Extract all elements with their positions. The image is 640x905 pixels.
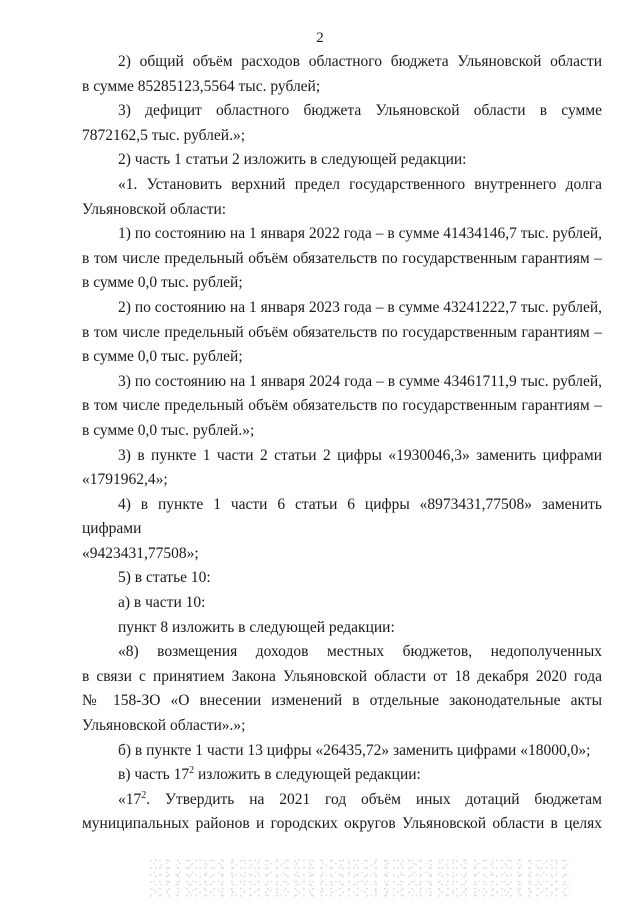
text-line: «1. Установить верхний предел государственного внутреннего долга xyxy=(118,175,602,193)
text-line: 2) общий объём расходов областного бюджета Ульяновской области xyxy=(118,53,602,70)
text-line: 4) в пункте 1 части 6 статьи 6 цифры «8973431,77508» заменить цифрами xyxy=(82,495,602,538)
text-line: в том числе предельный объём обязательств по государственным гарантиям – xyxy=(82,323,602,341)
text-line: а) в части 10: xyxy=(118,594,206,612)
text-line xyxy=(82,763,602,788)
paragraph-part1-article2 xyxy=(82,148,602,173)
document-body xyxy=(82,50,602,837)
text-fragment: . Утвердить на 2021 год объём иных дотаций бюджетам xyxy=(146,790,602,808)
page-number: 2 xyxy=(316,30,324,46)
scan-noise xyxy=(150,858,570,898)
paragraph-debt-2022 xyxy=(82,222,602,296)
text-line: в том числе предельный объём обязательств по государственным гарантиям – xyxy=(82,249,602,267)
text-line: б) в пункте 1 части 13 цифры «26435,72» заменить цифрами «18000,0»; xyxy=(118,741,591,759)
paragraph-deficit xyxy=(82,99,602,148)
text-line: в сумме 0,0 тыс. рублей; xyxy=(82,274,243,292)
text-line: 3) дефицит областного бюджета Ульяновской области в сумме xyxy=(118,102,602,120)
paragraph-item5 xyxy=(82,566,602,591)
text-line: 1) по состоянию на 1 января 2022 года – в сумме 41434146,7 тыс. рублей, xyxy=(118,225,602,243)
text-fragment: изложить в следующей редакции: xyxy=(194,766,421,784)
text-line: пункт 8 изложить в следующей редакции: xyxy=(118,618,395,636)
paragraph-debt-2024 xyxy=(82,370,602,444)
text-line: № 158-ЗО «О внесении изменений в отдельные законодательные акты xyxy=(82,692,602,710)
paragraph-point8 xyxy=(82,616,602,641)
text-line: муниципальных районов и городских округов Ульяновской области в целях xyxy=(82,815,602,833)
text-line: 7872162,5 тыс. рублей.»; xyxy=(82,126,245,144)
paragraph-item5b xyxy=(82,739,602,764)
paragraph-debt-2023 xyxy=(82,296,602,370)
paragraph-item5a xyxy=(82,591,602,616)
text-fragment: «17 xyxy=(118,790,142,808)
text-line: 2) по состоянию на 1 января 2023 года – в сумме 43241222,7 тыс. рублей, xyxy=(118,298,602,316)
text-line: Ульяновской области».»; xyxy=(82,717,246,735)
text-line: в связи с принятием Закона Ульяновской области от 18 декабря 2020 года xyxy=(82,667,602,685)
text-line: в сумме 0,0 тыс. рублей.»; xyxy=(82,421,255,439)
text-line: «8) возмещения доходов местных бюджетов, недополученных xyxy=(118,643,602,661)
text-line: в сумме 85285123,5564 тыс. рублей; xyxy=(82,77,321,95)
text-line: 3) в пункте 1 части 2 статьи 2 цифры «1930046,3» заменить цифрами xyxy=(118,446,602,464)
text-line: 5) в статье 10: xyxy=(118,569,211,587)
text-line: 2) часть 1 статьи 2 изложить в следующей редакции: xyxy=(118,151,467,169)
text-line: «9423431,77508»; xyxy=(82,544,199,562)
paragraph-item5v xyxy=(82,763,602,788)
text-line: «1791962,4»; xyxy=(82,471,168,489)
text-line: в сумме 0,0 тыс. рублей; xyxy=(82,348,243,366)
superscript: 2 xyxy=(189,765,195,777)
text-line xyxy=(82,788,602,813)
paragraph-item4 xyxy=(82,493,602,567)
paragraph-item3 xyxy=(82,444,602,493)
paragraph-part17-2 xyxy=(82,788,602,837)
text-line: 3) по состоянию на 1 января 2024 года – в сумме 43461711,9 тыс. рублей, xyxy=(118,372,602,390)
text-line: Ульяновской области: xyxy=(82,200,227,218)
text-fragment: в) часть 17 xyxy=(118,766,190,784)
paragraph-expenses xyxy=(82,50,602,99)
paragraph-debt-limit xyxy=(82,173,602,222)
superscript: 2 xyxy=(141,789,147,801)
paragraph-point8-text xyxy=(82,640,602,738)
text-line: в том числе предельный объём обязательств по государственным гарантиям – xyxy=(82,397,602,415)
